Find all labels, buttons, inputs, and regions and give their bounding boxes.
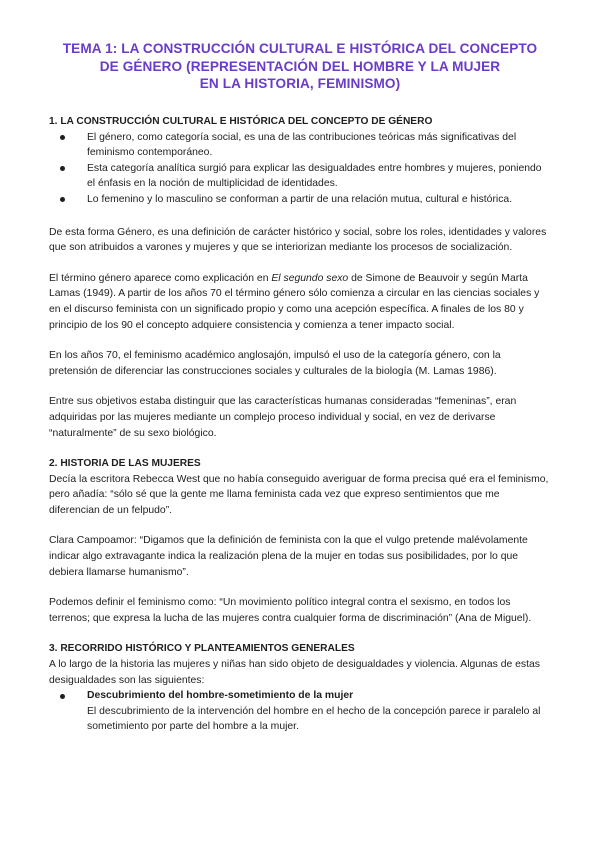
paragraph: Decía la escritora Rebecca West que no había conseguido averiguar de forma precisa qué era el feminismo, pero añadía: “sólo sé que la gente me llama feminista cada vez que expreso sentimientos que me diferencian de un felpudo”. <box>49 473 549 516</box>
paragraph: En los años 70, el feminismo académico anglosajón, impulsó el uso de la categoría género, con la pretensión de diferenciar las construcciones sociales y culturales de la biología (M. Lamas 1986). <box>49 350 501 377</box>
bullet-item: Lo femenino y lo masculino se conforman a partir de una relación mutua, cultural e histórica. <box>49 192 549 208</box>
section-3-heading: 3. RECORRIDO HISTÓRICO Y PLANTEAMIENTOS GENERALES <box>49 643 355 655</box>
paragraph: A lo largo de la historia las mujeres y niñas han sido objeto de desigualdades y violencia. Algunas de estas desigualdades son las siguientes: <box>49 659 540 686</box>
paragraph: Podemos definir el feminismo como: “Un movimiento político integral contra el sexismo, en todos los terrenos; que expresa la lucha de las mujeres contra cualquier forma de discriminación” (Ana de Miguel). <box>49 597 532 624</box>
document-title <box>40 40 560 93</box>
section-3-bullet-list <box>49 688 549 704</box>
section-1-heading: 1. LA CONSTRUCCIÓN CULTURAL E HISTÓRICA DEL CONCEPTO DE GÉNERO <box>49 116 433 127</box>
paragraph: De esta forma Género, es una definición de carácter histórico y social, sobre los roles, identidades y valores que son atribuidos a varones y mujeres y que se interiorizan mediante los procesos de socialización. <box>49 226 547 254</box>
paragraph-text: El término género aparece como explicación en <box>49 272 272 284</box>
paragraph <box>49 271 549 333</box>
bullet-item: El género, como categoría social, es una de las contribuciones teóricas más significativas del feminismo contemporáneo. <box>49 130 549 161</box>
section-2-heading: 2. HISTORIA DE LAS MUJERES <box>49 458 201 470</box>
title-line-2: DE GÉNERO (REPRESENTACIÓN DEL HOMBRE Y LA MUJER <box>99 58 501 74</box>
title-line-1: TEMA 1: LA CONSTRUCCIÓN CULTURAL E HISTÓRICA DEL CONCEPTO <box>62 41 538 56</box>
section-1-bullet-list <box>49 130 549 208</box>
paragraph: Clara Campoamor: “Digamos que la definición de feminista con la que el vulgo pretende malévolamente indicar algo extravagante indica la realización plena de la mujer en todas sus posibilidades, por lo que debiera llamarse humanismo”. <box>49 535 528 578</box>
paragraph: Entre sus objetivos estaba distinguir que las características humanas consideradas “femeninas”, eran adquiridas por las mujeres mediante un complejo proceso individual y social, en vez de derivarse “naturalmente” de su sexo biológico. <box>49 396 517 439</box>
paragraph-text: de Simone de Beauvoir y según Marta Lamas (1949). A partir de los años 70 el término género sólo comienza a circular en las ciencias sociales y en el discurso feminista con un significado propio y como una acepción específica. A finales de los 80 y principio de los 90 el concepto adquiere consistencia y comienza a tener impacto social. <box>49 272 540 331</box>
bullet-item: Esta categoría analítica surgió para explicar las desigualdades entre hombres y mujeres, poniendo el énfasis en la noción de multiplicidad de identidades. <box>49 161 549 192</box>
book-title: El segundo sexo <box>271 272 349 284</box>
title-line-3: EN LA HISTORIA, FEMINISMO) <box>199 76 401 92</box>
bullet-item: Descubrimiento del hombre-sometimiento de la mujer <box>49 688 549 704</box>
document-body <box>49 114 549 735</box>
bullet-detail: El descubrimiento de la intervención del hombre en el hecho de la concepción parece ir paralelo al sometimiento por parte del hombre a la mujer. <box>87 705 541 733</box>
